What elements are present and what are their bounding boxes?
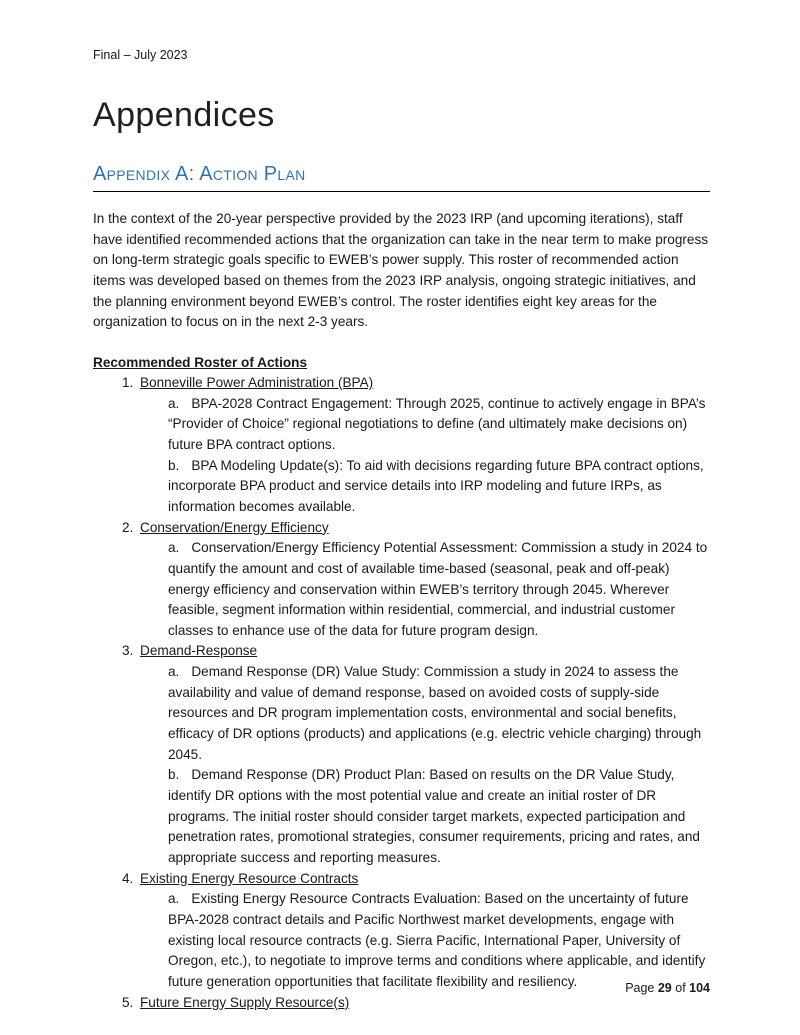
action-title: Existing Energy Resource Contracts	[140, 870, 359, 886]
action-subitem	[93, 456, 710, 518]
action-item	[93, 869, 710, 993]
footer-middle: of	[671, 981, 690, 995]
subitem-text: Demand Response (DR) Product Plan: Based on results on the DR Value Study, identify DR options with the most potential value and create an initial roster of DR programs. The initial roster should consider target markets, expected participation and penetration rates, promotional strategies, consumer requirements, pricing and rates, and appropriate success and reporting measures.	[168, 767, 700, 866]
action-number: 3.	[122, 643, 134, 659]
roster-heading: Recommended Roster of Actions	[93, 354, 308, 370]
subitem-text: BPA Modeling Update(s): To aid with decisions regarding future BPA contract options, incorporate BPA product and service details into IRP modeling and future IRPs, as information becomes available.	[168, 457, 704, 514]
action-number: 2.	[122, 519, 134, 535]
document-title: Appendices	[93, 96, 275, 134]
action-title-row	[93, 641, 710, 662]
action-title: Demand-Response	[140, 643, 258, 659]
action-title: Bonneville Power Administration (BPA)	[140, 374, 374, 390]
subitem-text: Conservation/Energy Efficiency Potential Assessment: Commission a study in 2024 to quantify the amount and cost of available time-based (seasonal, peak and off-peak) energy efficiency and conservation within EWEB’s territory through 2045. Wherever feasible, segment information within residential, commercial, and industrial customer classes to enhance use of the data for future program design.	[168, 540, 708, 638]
action-title: Conservation/Energy Efficiency	[140, 519, 329, 535]
subitem-letter: b.	[168, 457, 180, 473]
subitem-text: Existing Energy Resource Contracts Evaluation: Based on the uncertainty of future BPA-2028 contract details and Pacific Northwest market developments, engage with existing local resource contracts (e.g. Sierra Pacific, International Paper, University of Oregon, etc.), to negotiate to improve terms and conditions where applicable, and identify future generation opportunities that facilitate flexibility and resiliency.	[168, 891, 706, 989]
page-footer	[625, 981, 710, 995]
action-number: 5.	[122, 994, 134, 1010]
action-item	[93, 993, 710, 1014]
subitem-letter: a.	[168, 891, 180, 907]
action-title: Future Energy Supply Resource(s)	[140, 994, 350, 1010]
page-header-date: Final – July 2023	[93, 48, 188, 62]
action-item	[93, 641, 710, 868]
footer-page-number: 29	[657, 981, 672, 995]
subitem-letter: b.	[168, 767, 180, 783]
action-title-row	[93, 373, 710, 394]
section-heading: Appendix A: Action Plan	[93, 163, 306, 185]
subitem-text: BPA-2028 Contract Engagement: Through 2025, continue to actively engage in BPA’s “Provider of Choice” regional negotiations to define (and ultimately make decisions on) future BPA contract options.	[168, 395, 706, 452]
action-item	[93, 373, 710, 518]
action-item	[93, 518, 710, 642]
action-title-row	[93, 993, 710, 1014]
action-title-row	[93, 869, 710, 890]
action-subitem	[93, 538, 710, 641]
footer-page-total: 104	[689, 981, 710, 995]
action-subitem	[93, 765, 710, 868]
action-number: 1.	[122, 374, 134, 390]
subitem-letter: a.	[168, 395, 180, 411]
footer-prefix: Page	[625, 981, 658, 995]
subitem-letter: a.	[168, 664, 180, 680]
section-divider	[93, 191, 710, 192]
action-title-row	[93, 518, 710, 539]
action-number: 4.	[122, 870, 134, 886]
action-subitem	[93, 662, 710, 765]
action-subitem	[93, 394, 710, 456]
subitem-letter: a.	[168, 540, 180, 556]
intro-paragraph: In the context of the 20-year perspective provided by the 2023 IRP (and upcoming iterations), staff have identified recommended actions that the organization can take in the near term to make progress on long-term strategic goals specific to EWEB’s power supply. This roster of recommended action items was developed based on themes from the 2023 IRP analysis, ongoing strategic initiatives, and the planning environment beyond EWEB’s control. The roster identifies eight key areas for the organization to focus on in the next 2-3 years.	[93, 211, 709, 330]
action-list	[93, 373, 710, 1013]
action-subitem	[93, 889, 710, 992]
subitem-text: Demand Response (DR) Value Study: Commission a study in 2024 to assess the availability and value of demand response, based on avoided costs of supply-side resources and DR program implementation costs, environmental and social benefits, efficacy of DR options (products) and applications (e.g. electric vehicle charging) through 2045.	[168, 664, 702, 762]
